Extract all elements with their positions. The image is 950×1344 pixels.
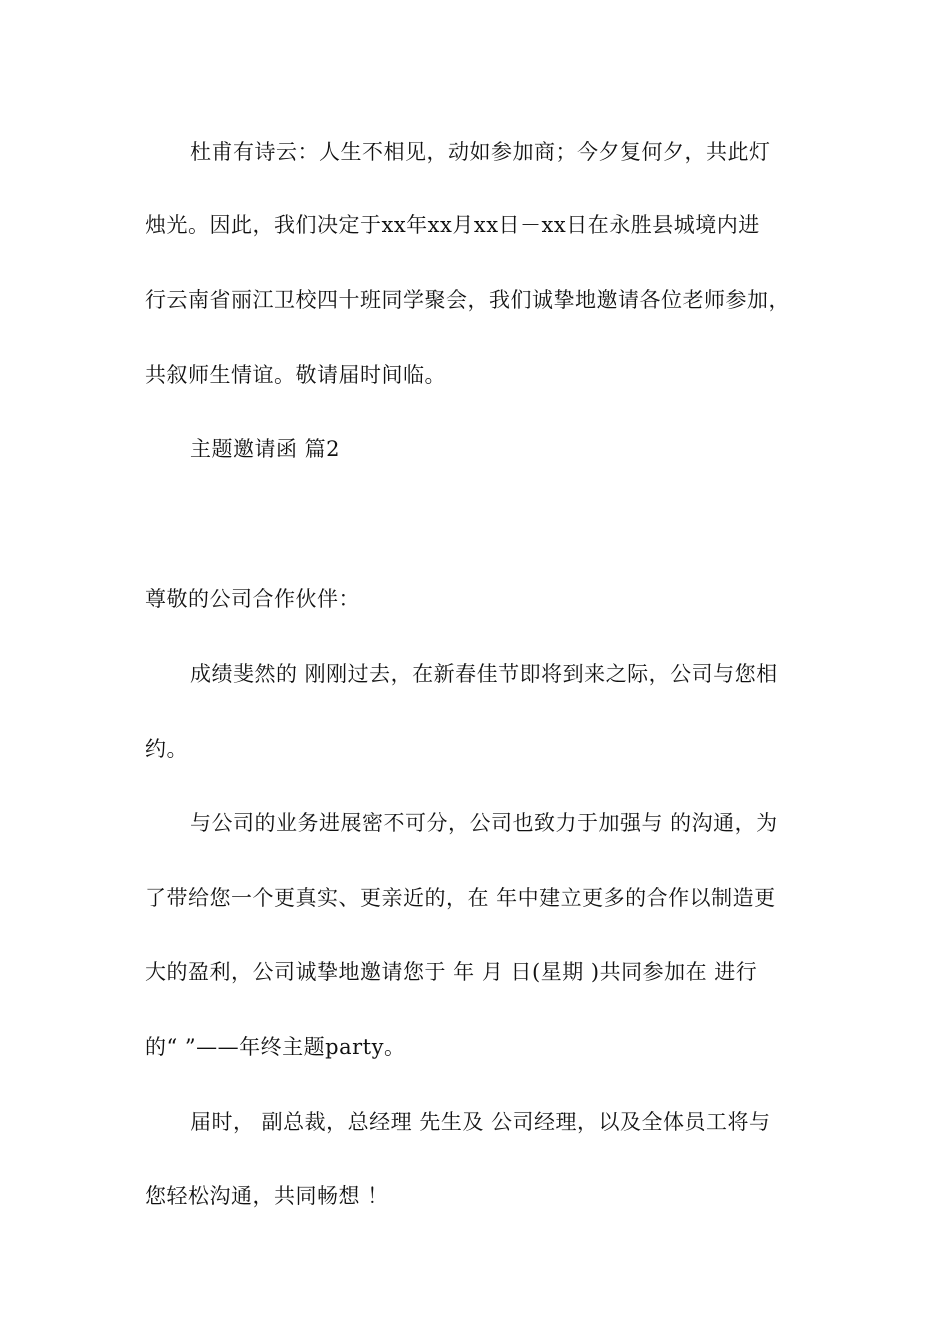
paragraph-3-line-1: 与公司的业务进展密不可分，公司也致力于加强与 的沟通，为	[190, 811, 778, 835]
paragraph-3-line-3: 大的盈利，公司诚挚地邀请您于 年 月 日(星期 )共同参加在 进行	[145, 960, 758, 984]
paragraph-1-line-4: 共叙师生情谊。敬请届时间临。	[145, 363, 446, 387]
paragraph-3-line-4: 的“ ”——年终主题party。	[145, 1035, 406, 1059]
paragraph-1-line-2: 烛光。因此，我们决定于xx年xx月xx日－xx日在永胜县城境内进	[145, 213, 760, 237]
section-heading: 主题邀请函 篇2	[190, 437, 341, 461]
paragraph-1-line-1: 杜甫有诗云：人生不相见，动如参加商；今夕复何夕，共此灯	[190, 140, 771, 164]
paragraph-2-line-1: 成绩斐然的 刚刚过去，在新春佳节即将到来之际，公司与您相	[190, 662, 778, 686]
salutation: 尊敬的公司合作伙伴：	[145, 587, 360, 611]
paragraph-3-line-2: 了带给您一个更真实、更亲近的，在 年中建立更多的合作以制造更	[145, 886, 776, 910]
paragraph-1-line-3: 行云南省丽江卫校四十班同学聚会，我们诚挚地邀请各位老师参加，	[145, 288, 790, 312]
paragraph-2-line-2: 约。	[145, 737, 188, 761]
paragraph-4-line-1: 届时， 副总裁，总经理 先生及 公司经理，以及全体员工将与	[190, 1110, 771, 1134]
paragraph-4-line-2: 您轻松沟通，共同畅想 ！	[145, 1184, 389, 1208]
